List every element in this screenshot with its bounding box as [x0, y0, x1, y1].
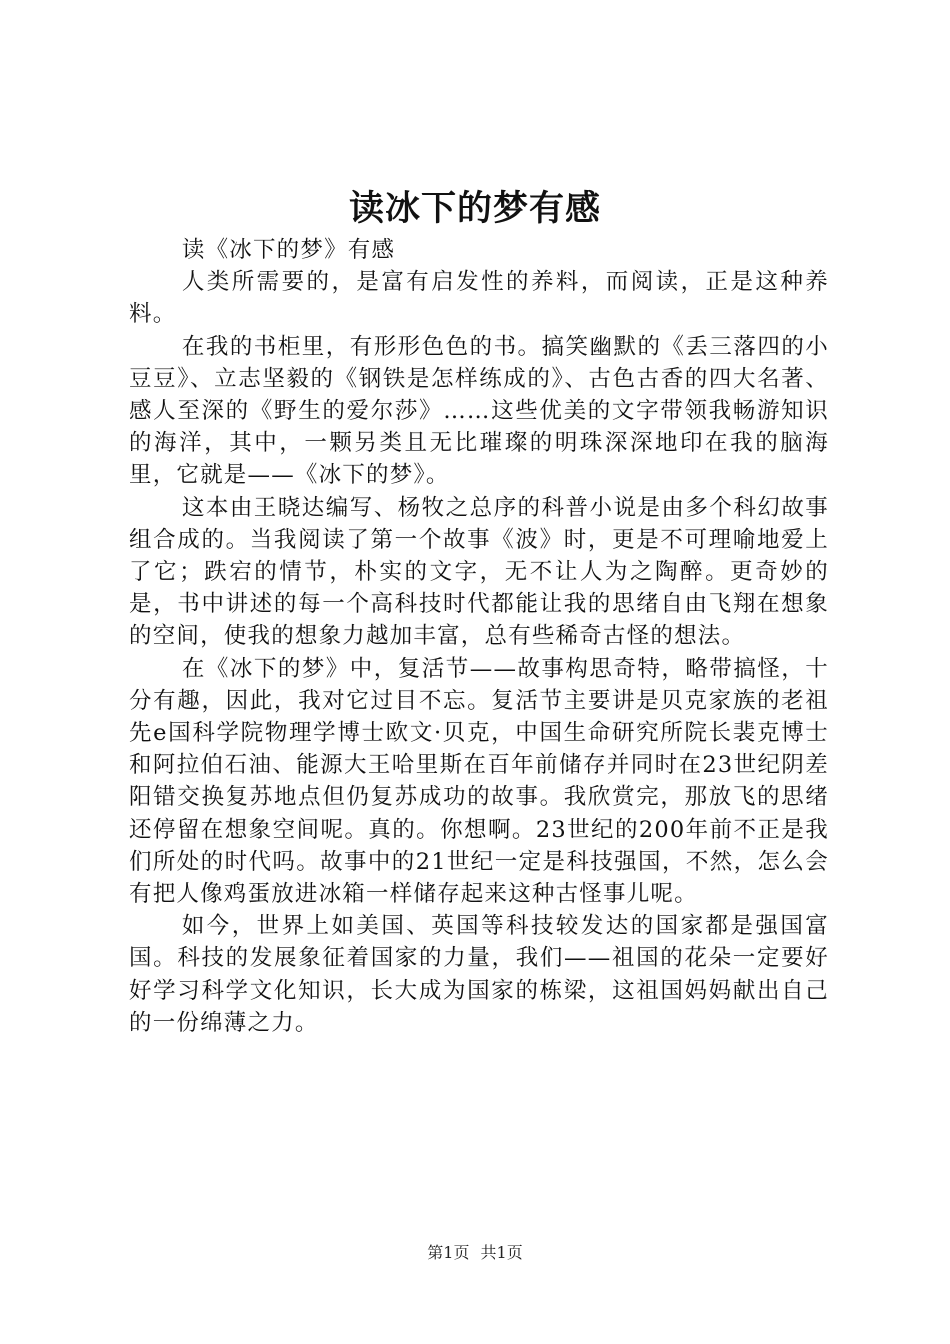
document-title: 读冰下的梦有感 [348, 188, 601, 229]
paragraph: 在我的书柜里，有形形色色的书。搞笑幽默的《丢三落四的小豆豆》、立志坚毅的《钢铁是怎样练成的》、古色古香的四大名著、感人至深的《野生的爱尔莎》……这些优美的文字带领我畅游知识的海洋，其中，一颗另类且无比璀璨的明珠深深地印在我的脑海里，它就是——《冰下的梦》。 [129, 333, 829, 489]
document-body [129, 234, 829, 1039]
paragraph-subtitle: 读《冰下的梦》有感 [181, 237, 396, 263]
paragraph: 人类所需要的，是富有启发性的养料，而阅读，正是这种养料。 [129, 269, 829, 328]
paragraph: 在《冰下的梦》中，复活节——故事构思奇特，略带搞怪，十分有趣，因此，我对它过目不忘。复活节主要讲是贝克家族的老祖先e国科学院物理学博士欧文·贝克，中国生命研究所院长裴克博士和阿拉伯石油、能源大王哈里斯在百年前储存并同时在23世纪阴差阳错交换复苏地点但仍复苏成功的故事。我欣赏完，那放飞的思绪还停留在想象空间呢。真的。你想啊。23世纪的200年前不正是我们所处的时代吗。故事中的21世纪一定是科技强国，不然，怎么会有把人像鸡蛋放进冰箱一样储存起来这种古怪事儿呢。 [129, 655, 829, 908]
paragraph: 这本由王晓达编写、杨牧之总序的科普小说是由多个科幻故事组合成的。当我阅读了第一个故事《波》时，更是不可理喻地爱上了它；跌宕的情节，朴实的文字，无不让人为之陶醉。更奇妙的是，书中讲述的每一个高科技时代都能让我的思绪自由飞翔在想象的空间，使我的想象力越加丰富，总有些稀奇古怪的想法。 [129, 494, 829, 650]
paragraph: 如今，世界上如美国、英国等科技较发达的国家都是强国富国。科技的发展象征着国家的力量，我们——祖国的花朵一定要好好学习科学文化知识，长大成为国家的栋梁，这祖国妈妈献出自己的一份绵薄之力。 [129, 913, 829, 1036]
page-number: 第1页 [427, 1243, 470, 1262]
page-total: 共1页 [480, 1243, 523, 1262]
page-footer [0, 1241, 950, 1265]
